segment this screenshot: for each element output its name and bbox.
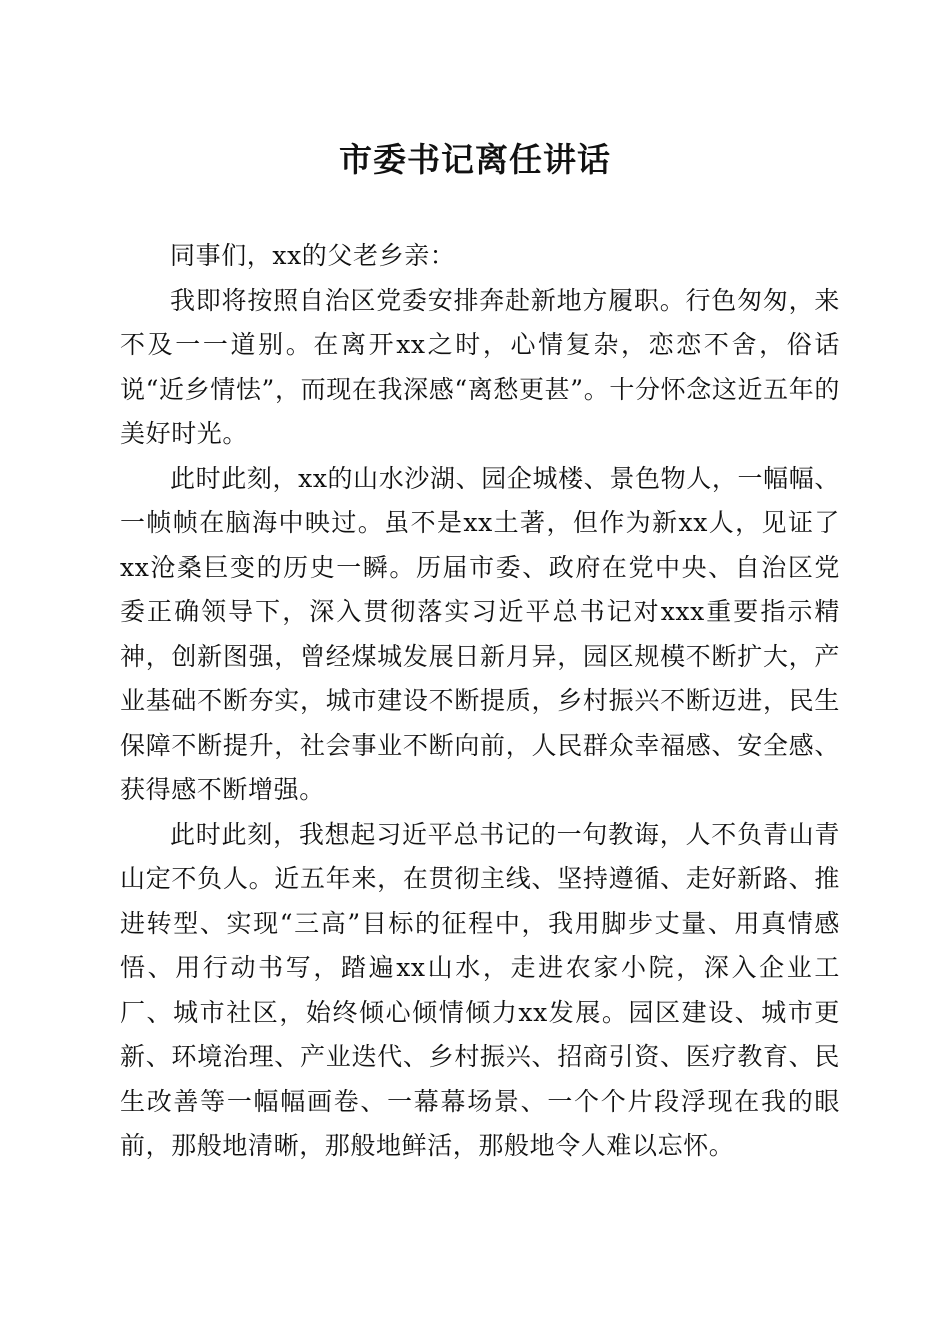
salutation: 同事们，xx的父老乡亲：	[170, 241, 456, 270]
page-title: 市委书记离任讲话	[339, 140, 611, 179]
paragraph-reflection: 此时此刻，我想起习近平总书记的一句教诲，人不负青山青山定不负人。近五年来，在贯彻主线、坚持遵循、走好新路、推进转型、实现“三高”目标的征程中，我用脚步丈量、用真情感悟、用行动书写，踏遍xx山水，走进农家小院，深入企业工厂、城市社区，始终倾心倾情倾力xx发展。园区建设、城市更新、环境治理、产业迭代、乡村振兴、招商引资、医疗教育、民生改善等一幅幅画卷、一幕幕场景、一个个片段浮现在我的眼前，那般地清晰，那般地鲜活，那般地令人难以忘怀。	[120, 819, 840, 1160]
document-body	[120, 234, 840, 1169]
paragraph-memories: 此时此刻，xx的山水沙湖、园企城楼、景色物人，一幅幅、一帧帧在脑海中映过。虽不是xx土著，但作为新xx人，见证了xx沧桑巨变的历史一瞬。历届市委、政府在党中央、自治区党委正确领导下，深入贯彻落实习近平总书记对xxx重要指示精神，创新图强，曾经煤城发展日新月异，园区规模不断扩大，产业基础不断夯实，城市建设不断提质，乡村振兴不断迈进，民生保障不断提升，社会事业不断向前，人民群众幸福感、安全感、获得感不断增强。	[120, 463, 840, 804]
paragraph-farewell: 我即将按照自治区党委安排奔赴新地方履职。行色匆匆，来不及一一道别。在离开xx之时，心情复杂，恋恋不舍，俗话说“近乡情怯”，而现在我深感“离愁更甚”。十分怀念这近五年的美好时光。	[120, 285, 840, 448]
